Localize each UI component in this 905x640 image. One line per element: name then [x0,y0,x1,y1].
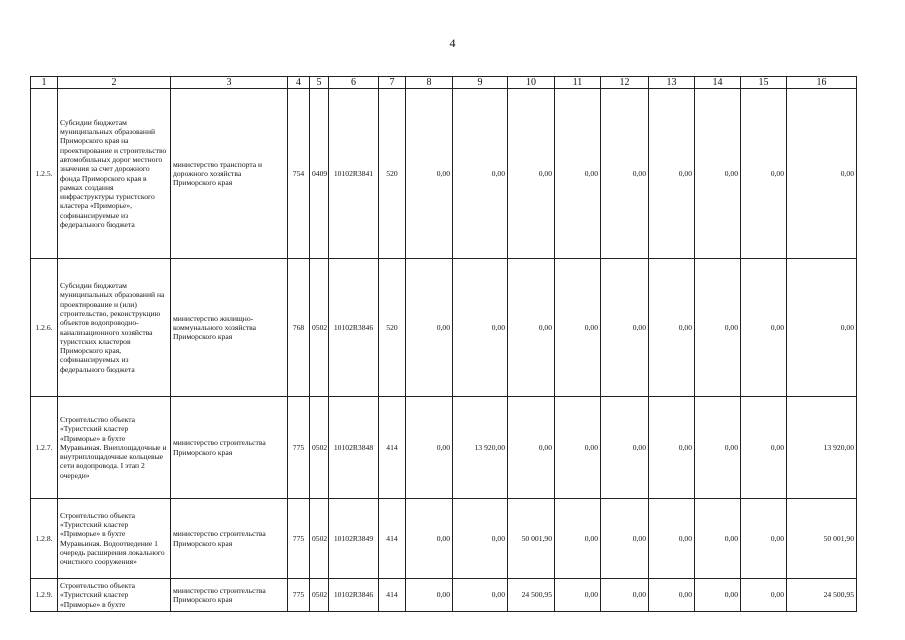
row-value: 0,00 [555,89,601,259]
row-number: 1.2.7. [31,397,58,499]
col-header: 12 [601,77,649,89]
col-header: 5 [310,77,329,89]
row-value: 0,00 [741,89,787,259]
row-value: 0,00 [787,259,857,397]
col-header: 11 [555,77,601,89]
row-executor: министерство транспорта и дорожного хозяйства Приморского края [171,89,288,259]
col-header: 4 [288,77,310,89]
row-executor: министерство строительства Приморского края [171,499,288,579]
row-vr: 520 [379,259,406,397]
row-value: 24 500,95 [508,579,555,612]
table-row [31,579,857,612]
row-value: 0,00 [649,397,695,499]
budget-table [30,76,857,612]
header-row [31,77,857,89]
row-executor: министерство строительства Приморского края [171,397,288,499]
row-value: 0,00 [649,499,695,579]
row-value: 0,00 [508,89,555,259]
row-value: 0,00 [695,89,741,259]
row-value: 0,00 [695,397,741,499]
row-value: 0,00 [406,89,453,259]
row-value: 0,00 [741,579,787,612]
row-value: 0,00 [406,397,453,499]
row-value: 0,00 [601,499,649,579]
row-value: 0,00 [453,259,508,397]
row-value: 0,00 [787,89,857,259]
row-value: 0,00 [453,499,508,579]
row-value: 0,00 [555,259,601,397]
row-value: 0,00 [508,259,555,397]
table-row [31,397,857,499]
col-header: 6 [329,77,379,89]
row-grbs: 775 [288,397,310,499]
col-header: 2 [58,77,171,89]
row-number: 1.2.6. [31,259,58,397]
row-value: 0,00 [649,259,695,397]
row-value: 50 001,90 [508,499,555,579]
row-vr: 414 [379,499,406,579]
col-header: 1 [31,77,58,89]
row-value: 13 920,00 [787,397,857,499]
row-value: 50 001,90 [787,499,857,579]
row-grbs: 768 [288,259,310,397]
row-vr: 414 [379,579,406,612]
page-number: 4 [449,36,456,50]
row-value: 0,00 [406,579,453,612]
row-value: 0,00 [555,579,601,612]
row-csr: 10102R3841 [329,89,379,259]
row-value: 0,00 [695,259,741,397]
row-title: Строительство объекта «Туристский кластер «Приморье» в бухте Муравьиная. Внеплощадочные и внутриплощадочные кольцевые сети водопровода. I этап 2 очереди» [58,397,171,499]
row-value: 0,00 [601,579,649,612]
col-header: 3 [171,77,288,89]
col-header: 7 [379,77,406,89]
row-number: 1.2.8. [31,499,58,579]
row-value: 0,00 [406,259,453,397]
col-header: 9 [453,77,508,89]
row-csr: 10102R3846 [329,259,379,397]
row-value: 0,00 [695,499,741,579]
row-grbs: 775 [288,579,310,612]
row-value: 13 920,00 [453,397,508,499]
table-row [31,89,857,259]
row-title: Субсидии бюджетам муниципальных образований Приморского края на проектирование и строительство автомобильных дорог местного значения за счет дорожного фонда Приморского края в рамках создания инфраструктуры туристского кластера «Приморье», софинансируемые из федерального бюджета [58,89,171,259]
row-title: Субсидии бюджетам муниципальных образований на проектирование и (или) строительство, реконструкцию объектов водопроводно-канализационного хозяйства туристских кластеров Приморского края, софинансируемых из федерального бюджета [58,259,171,397]
col-header: 15 [741,77,787,89]
row-title: Строительство объекта «Туристский кластер «Приморье» в бухте [58,579,171,612]
table-row [31,499,857,579]
row-value: 0,00 [649,89,695,259]
row-rzpr: 0409 [310,89,329,259]
row-csr: 10102R3849 [329,499,379,579]
row-value: 0,00 [555,397,601,499]
col-header: 10 [508,77,555,89]
col-header: 8 [406,77,453,89]
row-value: 0,00 [508,397,555,499]
row-value: 0,00 [741,499,787,579]
row-grbs: 775 [288,499,310,579]
row-value: 0,00 [741,259,787,397]
col-header: 16 [787,77,857,89]
row-vr: 414 [379,397,406,499]
row-csr: 10102R3848 [329,397,379,499]
row-executor: министерство жилищно-коммунального хозяйства Приморского края [171,259,288,397]
row-vr: 520 [379,89,406,259]
row-value: 0,00 [741,397,787,499]
row-value: 0,00 [601,259,649,397]
row-rzpr: 0502 [310,397,329,499]
row-number: 1.2.9. [31,579,58,612]
row-title: Строительство объекта «Туристский кластер «Приморье» в бухте Муравьиная. Водоотведение 1 очередь расширения локального очистного сооружения» [58,499,171,579]
row-rzpr: 0502 [310,259,329,397]
col-header: 14 [695,77,741,89]
row-value: 24 500,95 [787,579,857,612]
row-value: 0,00 [601,89,649,259]
row-value: 0,00 [649,579,695,612]
row-value: 0,00 [453,579,508,612]
row-executor: министерство строительства Приморского края [171,579,288,612]
row-csr: 10102R3846 [329,579,379,612]
row-number: 1.2.5. [31,89,58,259]
row-value: 0,00 [453,89,508,259]
row-value: 0,00 [555,499,601,579]
row-value: 0,00 [601,397,649,499]
row-value: 0,00 [695,579,741,612]
col-header: 13 [649,77,695,89]
table-row [31,259,857,397]
row-grbs: 754 [288,89,310,259]
row-rzpr: 0502 [310,579,329,612]
row-value: 0,00 [406,499,453,579]
row-rzpr: 0502 [310,499,329,579]
